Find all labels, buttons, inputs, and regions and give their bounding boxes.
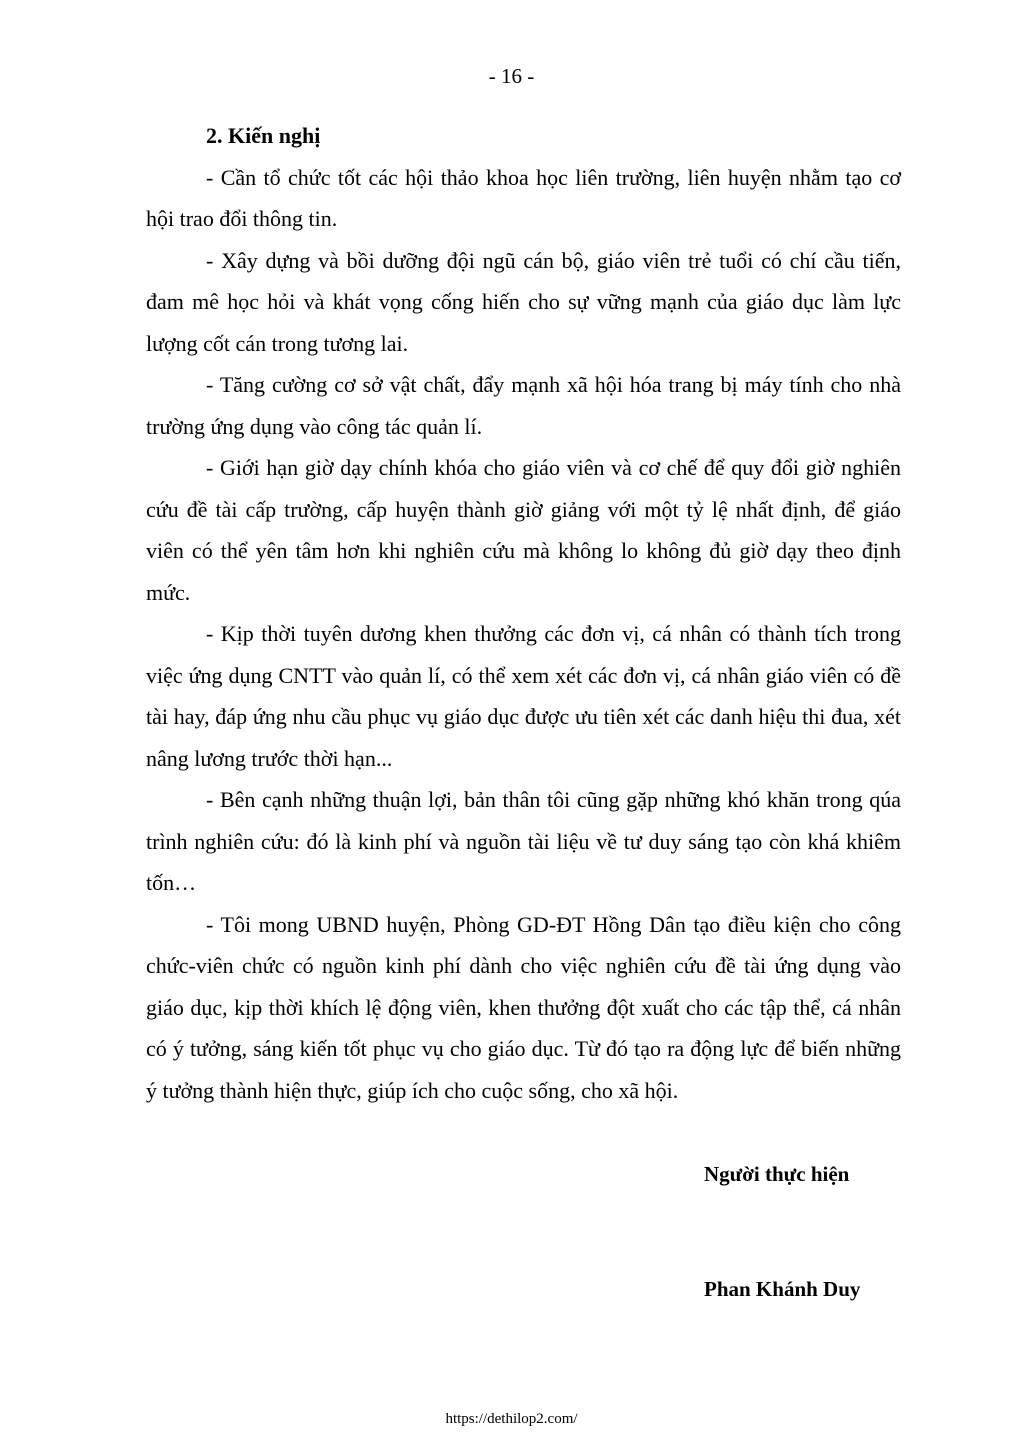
signature-role: Người thực hiện bbox=[704, 1162, 850, 1186]
recommendation-paragraph-2: - Xây dựng và bồi dưỡng đội ngũ cán bộ, giáo viên trẻ tuổi có chí cầu tiến, đam mê học hỏi và khát vọng cống hiến cho sự vững mạnh của giáo dục làm lực lượng cốt cán trong tương lai. bbox=[146, 247, 901, 356]
section-heading: 2. Kiến nghị bbox=[206, 123, 321, 148]
recommendation-paragraph-1: - Cần tổ chức tốt các hội thảo khoa học liên trường, liên huyện nhằm tạo cơ hội trao đổi thông tin. bbox=[146, 164, 901, 231]
recommendation-paragraph-7: - Tôi mong UBND huyện, Phòng GD-ĐT Hồng Dân tạo điều kiện cho công chức-viên chức có nguồn kinh phí dành cho việc nghiên cứu đề tài ứng dụng vào giáo dục, kịp thời khích lệ động viên, khen thưởng đột xuất cho các tập thể, cá nhân có ý tưởng, sáng kiến tốt phục vụ cho giáo dục. Từ đó tạo ra động lực để biến những ý tưởng thành hiện thực, giúp ích cho cuộc sống, cho xã hội. bbox=[146, 911, 901, 1103]
signature-name: Phan Khánh Duy bbox=[704, 1277, 861, 1301]
recommendation-paragraph-4: - Giới hạn giờ dạy chính khóa cho giáo viên và cơ chế để quy đổi giờ nghiên cứu đề tài cấp trường, cấp huyện thành giờ giảng với một tỷ lệ nhất định, để giáo viên có thể yên tâm hơn khi nghiên cứu mà không lo không đủ giờ dạy theo định mức. bbox=[146, 455, 901, 605]
recommendation-paragraph-5: - Kịp thời tuyên dương khen thưởng các đơn vị, cá nhân có thành tích trong việc ứng dụng CNTT vào quản lí, có thể xem xét các đơn vị, cá nhân giáo viên có đề tài hay, đáp ứng nhu cầu phục vụ giáo dục được ưu tiên xét các danh hiệu thi đua, xét nâng lương trước thời hạn... bbox=[146, 621, 901, 771]
document-body bbox=[146, 115, 901, 1111]
recommendation-paragraph-6: - Bên cạnh những thuận lợi, bản thân tôi cũng gặp những khó khăn trong qúa trình nghiên cứu: đó là kinh phí và nguồn tài liệu về tư duy sáng tạo còn khá khiêm tốn… bbox=[146, 787, 901, 895]
page-number: - 16 - bbox=[488, 64, 535, 88]
footer-url[interactable]: https://dethilop2.com/ bbox=[445, 1411, 578, 1427]
recommendation-paragraph-3: - Tăng cường cơ sở vật chất, đẩy mạnh xã hội hóa trang bị máy tính cho nhà trường ứng dụng vào công tác quản lí. bbox=[146, 372, 901, 439]
